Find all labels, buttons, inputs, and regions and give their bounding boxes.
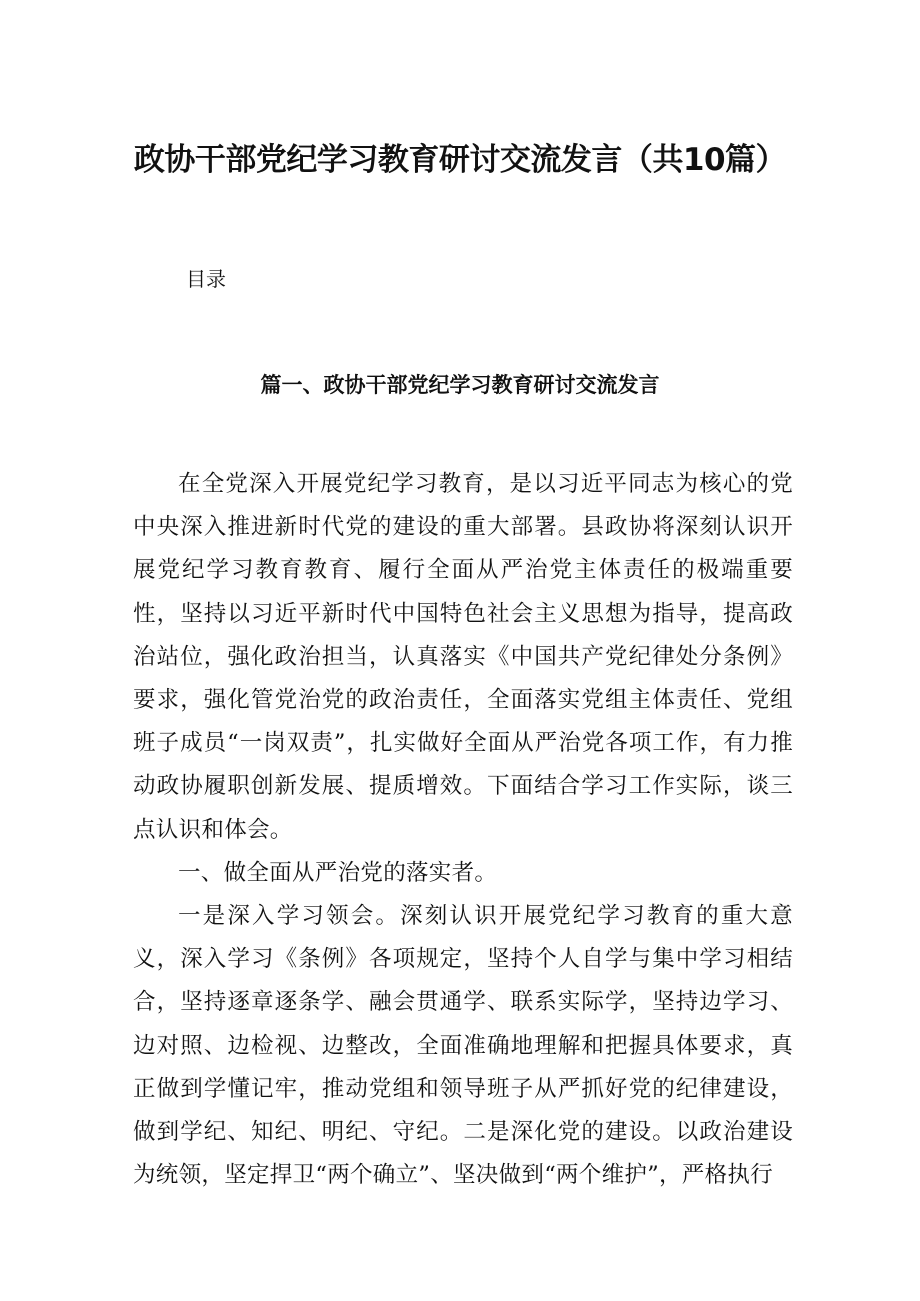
toc-label: 目录 (186, 267, 226, 291)
paragraph-subheading: 一、做全面从严治党的落实者。 (178, 859, 498, 886)
paragraph-intro: 在全党深入开展党纪学习教育，是以习近平同志为核心的党中央深入推进新时代党的建设的重大部署。县政协将深刻认识开展党纪学习教育教育、履行全面从严治党主体责任的极端重要性，坚持以习近平新时代中国特色社会主义思想为指导，提高政治站位，强化政治担当，认真落实《中国共产党纪律处分条例》要求，强化管党治党的政治责任，全面落实党组主体责任、党组班子成员“一岗双责”，扎实做好全面从严治党各项工作，有力推动政协履职创新发展、提质增效。下面结合学习工作实际，谈三点认识和体会。 (133, 471, 793, 843)
paragraph-point: 一是深入学习领会。深刻认识开展党纪学习教育的重大意义，深入学习《条例》各项规定，坚持个人自学与集中学习相结合，坚持逐章逐条学、融会贯通学、联系实际学，坚持边学习、边对照、边检视、边整改，全面准确地理解和把握具体要求，真正做到学懂记牢，推动党组和领导班子从严抓好党的纪律建设，做到学纪、知纪、明纪、守纪。二是深化党的建设。以政治建设为统领，坚定捍卫“两个确立”、坚决做到“两个维护”，严格执行 (133, 903, 793, 1189)
body-text (133, 463, 793, 1197)
section-heading: 篇一、政协干部党纪学习教育研讨交流发言 (260, 373, 660, 397)
document-title: 政协干部党纪学习教育研讨交流发言（共10篇） (133, 142, 787, 178)
